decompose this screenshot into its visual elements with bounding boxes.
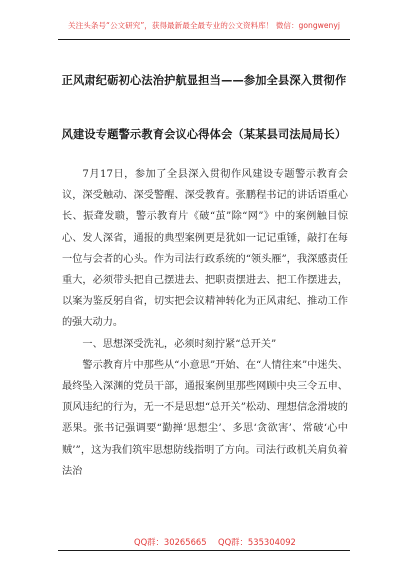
header-divider: [58, 39, 350, 40]
body-paragraph-intro: 7月17日，参加了全县深入贯彻作风建设专题警示教育会议，深受触动、深受警醒、深受教育。张鹏程书记的讲话语重心长、振聋发聩，警示教育片《破“茧”除“网”》中的案例触目惊心、发人深省，通报的典型案例更是犹如一记记重锤，敲打在每一位与会者的心头。作为司法行政系统的“领头雁”，我深感责任重大，必须带头把自己摆进去、把职责摆进去、把工作摆进去，以案为鉴反躬自省，切实把会议精神转化为正风肃纪、推动工作的强大动力。: [62, 169, 348, 329]
document-body: [62, 164, 348, 482]
footer-qq-group-2: QQ群：535304092: [218, 537, 296, 547]
body-paragraph-section-1: 警示教育片中那些从“小意思”开始、在“人情往来”中迷失、最终坠入深渊的党员干部，通报案例里那些网顾中央三令五申、顶风违纪的行为，无一不是思想“总开关”松动、理想信念滑坡的恶果。张书记强调要“勤掸‘思想尘’、多思‘贪欲害’、常破‘心中贼’”，这为我们筑牢思想防线指明了方向。司法行政机关肩负着法治: [62, 359, 348, 477]
footer-qq-group-1: QQ群：30265665: [134, 537, 207, 547]
footer-divider: [58, 550, 350, 551]
header-notice: 关注头条号“公文研究”，获得最新最全最专业的公文资料库！ 微信：gongwenyj: [68, 21, 340, 30]
document-title-line-2: 风建设专题警示教育会议心得体会（某某县司法局局长）: [61, 128, 347, 141]
section-heading-1: 一、思想深受洗礼，必须时刻拧紧“总开关”: [82, 338, 277, 350]
document-title-line-1: 正风肃纪砺初心法治护航显担当——参加全县深入贯彻作: [61, 74, 347, 87]
